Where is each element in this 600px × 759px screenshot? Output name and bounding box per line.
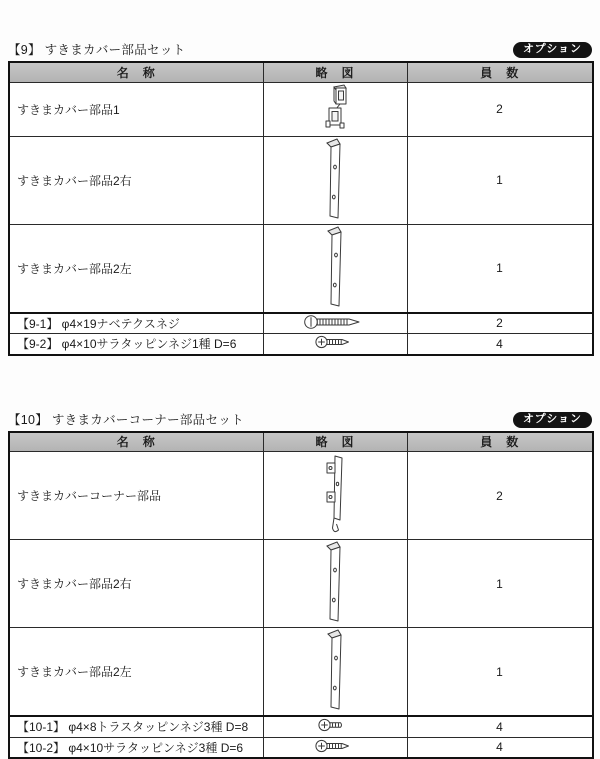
- section-header: [8, 410, 592, 428]
- gap-cover-strip-left-icon: [323, 628, 347, 712]
- section-title: 【9】 すきまカバー部品セット: [8, 40, 185, 58]
- diagram-cell: [263, 716, 407, 737]
- column-header-name: 名 称: [9, 432, 263, 452]
- quantity-cell: 4: [407, 334, 593, 355]
- quantity-cell: 4: [407, 716, 593, 737]
- part-name-cell: 【9-2】 φ4×10サラタッピンネジ1種 D=6: [9, 334, 263, 355]
- quantity-cell: 2: [407, 452, 593, 540]
- screw-pan-tex-long-icon: [303, 314, 367, 330]
- diagram-cell: [263, 540, 407, 628]
- gap-cover-corner-part-icon: [321, 452, 349, 536]
- diagram-cell: [263, 737, 407, 758]
- table-row: [9, 136, 593, 224]
- part-name-cell: すきまカバー部品2右: [9, 540, 263, 628]
- part-name-cell: すきまカバーコーナー部品: [9, 452, 263, 540]
- quantity-cell: 1: [407, 224, 593, 313]
- part-name-cell: すきまカバー部品2右: [9, 136, 263, 224]
- table-row: [9, 716, 593, 737]
- column-header-quantity: 員 数: [407, 432, 593, 452]
- column-header-name: 名 称: [9, 62, 263, 82]
- part-name-cell: 【9-1】 φ4×19ナベテクスネジ: [9, 313, 263, 334]
- table-row: [9, 224, 593, 313]
- quantity-cell: 1: [407, 136, 593, 224]
- table-header-row: [9, 432, 593, 452]
- part-name-cell: 【10-2】 φ4×10サラタッピンネジ3種 D=6: [9, 737, 263, 758]
- diagram-cell: [263, 136, 407, 224]
- option-badge: オプション: [513, 42, 592, 58]
- gap-cover-strip-right-icon: [323, 540, 347, 624]
- table-row: [9, 737, 593, 758]
- quantity-cell: 2: [407, 313, 593, 334]
- table-row: [9, 628, 593, 717]
- column-header-diagram: 略 図: [263, 432, 407, 452]
- section-title: 【10】 すきまカバーコーナー部品セット: [8, 410, 244, 428]
- table-row: [9, 82, 593, 136]
- table-row: [9, 334, 593, 355]
- screw-flat-tapping-icon: [314, 738, 356, 754]
- table-header-row: [9, 62, 593, 82]
- parts-table: [8, 61, 594, 356]
- quantity-cell: 2: [407, 82, 593, 136]
- section-header: [8, 40, 592, 58]
- part-name-cell: すきまカバー部品2左: [9, 224, 263, 313]
- diagram-cell: [263, 628, 407, 717]
- parts-set-section-10: [8, 410, 592, 759]
- quantity-cell: 4: [407, 737, 593, 758]
- screw-flat-tapping-icon: [314, 334, 356, 350]
- diagram-cell: [263, 334, 407, 355]
- part-name-cell: すきまカバー部品1: [9, 82, 263, 136]
- diagram-cell: [263, 452, 407, 540]
- column-header-quantity: 員 数: [407, 62, 593, 82]
- diagram-cell: [263, 313, 407, 334]
- quantity-cell: 1: [407, 540, 593, 628]
- quantity-cell: 1: [407, 628, 593, 717]
- gap-cover-part1-icon: [320, 83, 350, 133]
- gap-cover-strip-right-icon: [323, 137, 347, 221]
- option-badge: オプション: [513, 412, 592, 428]
- part-name-cell: 【10-1】 φ4×8トラスタッピンネジ3種 D=8: [9, 716, 263, 737]
- part-name-cell: すきまカバー部品2左: [9, 628, 263, 717]
- table-row: [9, 313, 593, 334]
- column-header-diagram: 略 図: [263, 62, 407, 82]
- table-row: [9, 540, 593, 628]
- gap-cover-strip-left-icon: [323, 225, 347, 309]
- table-row: [9, 452, 593, 540]
- screw-truss-tapping-icon: [317, 717, 353, 733]
- parts-table: [8, 431, 594, 759]
- diagram-cell: [263, 82, 407, 136]
- parts-list-page: [0, 40, 600, 759]
- parts-set-section-9: [8, 40, 592, 356]
- diagram-cell: [263, 224, 407, 313]
